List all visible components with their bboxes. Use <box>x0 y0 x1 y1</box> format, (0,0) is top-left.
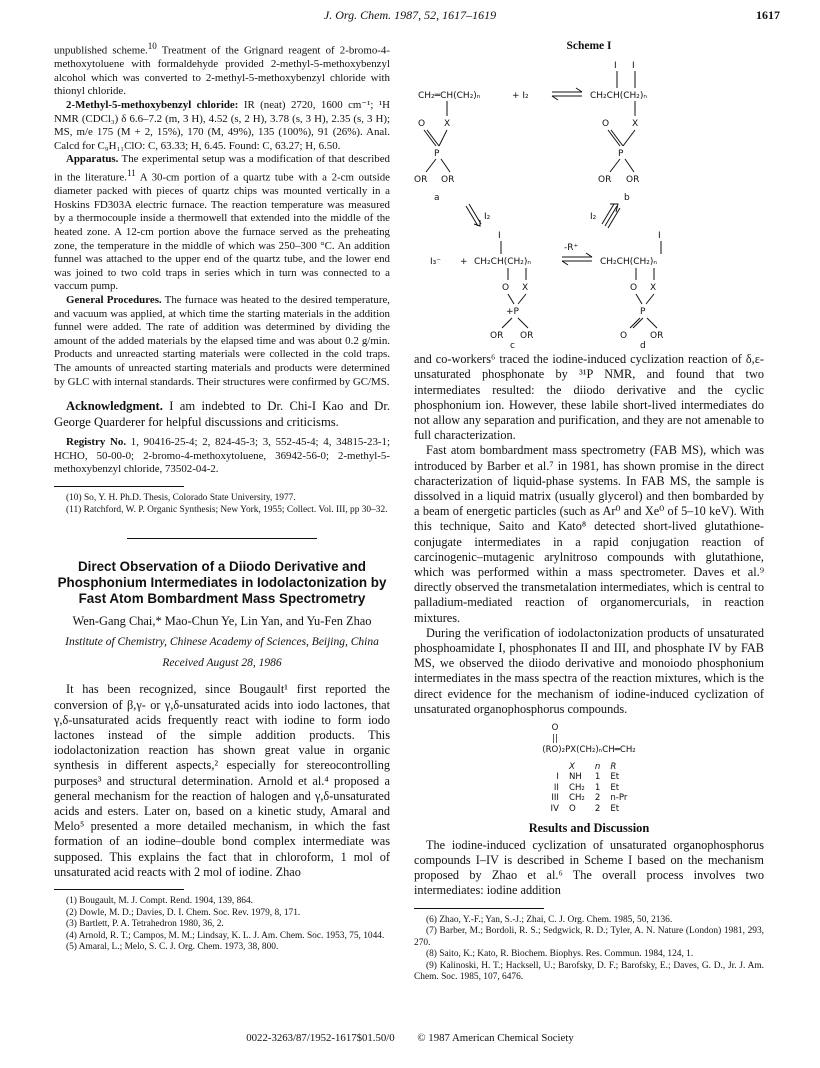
mid-left-formula: CH₂CH(CH₂)ₙ <box>474 256 531 267</box>
footnote-11: (11) Ratchford, W. P. Organic Synthesis; New York, 1955; Collect. Vol. III, pp 30–32. <box>66 504 388 515</box>
mid-right-formula: CH₂CH(CH₂)ₙ <box>600 256 657 267</box>
results-paragraph: The iodine-induced cyclization of unsaturated organophosphorus compounds I–IV is described in Scheme I based on the mechanism proposed by Zhao et al.⁶ The overall process involves two intermediates: iodine addition <box>414 837 764 898</box>
general-formula: (RO)₂PX(CH₂)ₙCH═CH₂ <box>542 745 636 756</box>
table-header <box>546 762 564 772</box>
table-cell: Et <box>610 772 620 783</box>
table-cell: 2 <box>594 793 601 804</box>
right-paragraph-2: Fast atom bombardment mass spectrometry (FAB MS), which was introduced by Barber et al.⁷ in 1981, has shown promise in the direct characterization of liquid-phase systems. In FAB MS, the sample is dissolved in a liquid matrix (usually glycerol) and then bombarded by a beam of energetic particles (such as Ar⁰ and Xe⁰ of 5–10 keV). With this technique, Saito and Kato⁸ detected short-lived glutathione-conjugate intermediates in a rapid conjugation reaction of carcinogenic–mutagenic arylnitroso compounds with glutathione, which was performed within a mass spectrometer. Daves et al.⁹ directly observed the transmetalation intermediates, which is central to palladium-mediated reaction of organomercurials, in reaction mixtures. <box>414 443 764 625</box>
table-cell: 1 <box>594 782 601 793</box>
table-cell: II <box>553 782 559 793</box>
registry-numbers: Registry No. 1, 90416-25-4; 2, 824-45-3; 3, 552-45-4; 4, 34815-23-1; HCHO, 50-00-0; 2-bromo-4-methoxytoluene, 36942-56-0; 2-methyl-5-methoxybenzyl chloride, 73502-04-2. <box>54 436 390 476</box>
svg-text:P: P <box>618 148 624 159</box>
acknowledgment: Acknowledgment. I am indebted to Dr. Chi-I Kao and Dr. George Quarderer for helpful discussions and criticisms. <box>54 399 390 429</box>
arrow-a-to-c <box>466 204 481 226</box>
table-header: R <box>610 762 617 773</box>
svg-text:P: P <box>434 148 440 159</box>
iodine-atom: I <box>632 60 635 71</box>
footnote-rule <box>54 889 184 890</box>
minus-r-label: -R⁺ <box>564 242 579 253</box>
page-footer <box>0 1032 820 1044</box>
svg-text:I₂: I₂ <box>484 211 491 222</box>
table-row <box>546 793 633 803</box>
footnote-10: (10) So, Y. H. Ph.D. Thesis, Colorado State University, 1977. <box>66 493 296 504</box>
svg-text:O: O <box>418 118 426 129</box>
article-separator <box>127 538 317 539</box>
svg-text:OR: OR <box>490 330 504 341</box>
table-cell: O <box>568 803 576 814</box>
svg-text:O: O <box>502 282 510 293</box>
svg-text:O: O <box>620 330 628 341</box>
equilibrium-arrow-top <box>552 88 582 100</box>
double-bond: || <box>552 734 558 745</box>
table-cell: I <box>556 772 559 783</box>
right-column <box>414 40 764 984</box>
footnote: (7) Barber, M.; Bordoli, R. S.; Sedgwick, R. D.; Tyler, A. N. Nature (London) 1981, 293, 270. <box>414 926 764 948</box>
scheme-diagram <box>414 54 764 344</box>
svg-text:O: O <box>602 118 610 129</box>
label-c: c <box>510 341 515 352</box>
article-title: Direct Observation of a Diiodo Derivative and Phosphonium Intermediates in Iodolactonization by Fast Atom Bombardment Mass Spectrometry <box>57 559 387 607</box>
table-header: X <box>568 762 575 773</box>
footnote-rule <box>54 486 184 487</box>
footnotes-left <box>54 896 390 954</box>
footnote: (2) Dowle, M. D.; Davies, D. I. Chem. Soc. Rev. 1979, 8, 171. <box>66 907 301 918</box>
label-d: d <box>640 341 646 352</box>
scheme-title: Scheme I <box>566 40 612 52</box>
table-row <box>546 804 633 814</box>
table-cell: NH <box>568 772 582 783</box>
svg-text:OR: OR <box>598 174 612 185</box>
right-paragraph-3: During the verification of iodolactonization products of unsaturated phosphoamidate I, phosphonates II and III, and phosphate IV by FAB MS, we observed the diiodo derivative and monoiodo phosphonium intermediates in the mass spectra of the reaction mixtures, which is the direct evidence for the mechanism of iodine-induced cyclization of unsaturated organophosphorus compounds. <box>414 625 764 716</box>
prev-paragraph-1: unpublished scheme.$^{10}$ Treatment of the Grignard reagent of 2-bromo-4-methoxytoluene with formaldehyde provided 2-methyl-5-methoxybenzyl alcohol which was converted to 2-methyl-5-methoxybenzyl chloride with thionyl chloride. <box>54 41 390 98</box>
table-cell: 2 <box>594 803 601 814</box>
svg-text:I: I <box>658 230 661 241</box>
page-number: 1617 <box>756 8 780 22</box>
table-cell: Et <box>610 803 620 814</box>
svg-text:P: P <box>640 306 646 317</box>
svg-text:OR: OR <box>520 330 534 341</box>
svg-text:OR: OR <box>441 174 455 185</box>
footnote: (5) Amaral, L.; Melo, S. C. J. Org. Chem. 1973, 38, 800. <box>66 942 279 953</box>
table-cell: IV <box>550 803 559 814</box>
table-cell: Et <box>610 782 620 793</box>
table-cell: 1 <box>594 772 601 783</box>
arrow-b-to-d <box>602 204 620 228</box>
svg-text:+: + <box>460 256 468 267</box>
footnote: (9) Kalinoski, H. T.; Hacksell, U.; Barofsky, D. F.; Barofsky, E.; Daves, G. D., Jr. J. Am. Chem. Soc. 1985, 107, 6476. <box>414 960 764 983</box>
prev-paragraph-2: 2-Methyl-5-methoxybenzyl chloride: IR (neat) 2720, 1600 cm⁻¹; ¹H NMR (CDCl₃) δ 6.6–7.2 (m, 3 H), 4.52 (s, 2 H), 3.78 (s, 3 H), 2.35 (s, 3 H); MS, m/e 175 (M + 2, 15%), 170 (M, 49%), 135 (100%), 91 (26%). Anal. Calcd for C₉H₁₁ClO: C, 63.33; H, 6.45. Found: C, 63.27; H, 6.50. <box>54 99 390 152</box>
svg-text:X: X <box>444 118 451 129</box>
oxygen-atom: O <box>551 723 559 734</box>
article-code: 0022-3263/87/1952-1617$01.50/0 <box>246 1032 395 1044</box>
article-authors: Wen-Gang Chai,* Mao-Chun Ye, Lin Yan, and Yu-Fen Zhao <box>72 614 372 629</box>
footnote: (8) Saito, K.; Kato, R. Biochem. Biophys. Res. Commun. 1984, 124, 1. <box>426 949 694 960</box>
svg-text:X: X <box>522 282 529 293</box>
intro-paragraph: It has been recognized, since Bougault¹ first reported the conversion of β,γ- or γ,δ-unsaturated acids into iodo lactones, that γ,δ-unsaturated acids frequently react with iodine to form iodo lactones instead of the simple addition products. This iodolactonization reaction has shown great value in organic synthesis in different aspects,² especially for stereocontrolling purposes³ and structural determination. Arnold et al.⁴ proposed a general mechanism for the reaction of halogen and γ,δ-unsaturated acids and esters. Later on, based on a kinetic study, Amaral and Melo⁵ presented a more detailed mechanism, in which the fast formation of an iodine–double bond complex intermediate was supposed. This explains the fact that in chloroform, 1 mol of unsaturated acid reacts with 2 mol of iodine. Zhao <box>54 682 390 879</box>
equilibrium-arrow-mid <box>562 253 592 265</box>
table-row <box>546 783 633 793</box>
plus-iodine: + I₂ <box>512 90 529 101</box>
svg-text:OR: OR <box>414 174 428 185</box>
section-title: Results and Discussion <box>528 821 650 836</box>
svg-text:O: O <box>630 282 638 293</box>
table-cell: n-Pr <box>610 793 628 804</box>
footnote: (6) Zhao, Y.-F.; Yan, S.-J.; Zhai, C. J. Org. Chem. 1985, 50, 2136. <box>426 914 673 925</box>
table-row <box>546 772 633 782</box>
svg-text:OR: OR <box>650 330 664 341</box>
label-a: a <box>434 192 440 203</box>
table-header: n <box>594 762 601 773</box>
table-cell: CH₂ <box>568 782 585 793</box>
footnotes-right <box>414 915 764 985</box>
reactant-formula: CH₂═CH(CH₂)ₙ <box>418 90 481 101</box>
right-paragraph-1: and co-workers⁶ traced the iodine-induced cyclization reaction of δ,ε-unsaturated phosphonate by ³¹P NMR, and found that two intermediates resulted: the diiodo derivative and the cyclic phosphonium ion. However, these labile short-lived intermediates do not allow any separation and purification, and they are not amenable to full characterization. <box>414 352 764 443</box>
triiodide: I₃⁻ <box>430 256 442 267</box>
svg-text:OR: OR <box>626 174 640 185</box>
received-date: Received August 28, 1986 <box>162 656 282 669</box>
footnote: (4) Arnold, R. T.; Campos, M. M.; Lindsay, K. L. J. Am. Chem. Soc. 1953, 75, 1044. <box>66 930 385 941</box>
left-column <box>54 40 390 954</box>
compound-structure <box>414 723 764 756</box>
footnote: (1) Bougault, M. J. Compt. Rend. 1904, 139, 864. <box>66 896 253 907</box>
article-institute: Institute of Chemistry, Chinese Academy of Sciences, Beijing, China <box>65 635 379 648</box>
product-b-formula: CH₂CH(CH₂)ₙ <box>590 90 647 101</box>
svg-text:X: X <box>650 282 657 293</box>
apparatus-paragraph: Apparatus. The experimental setup was a modification of that described in the literature.$^{11}$ A 30-cm portion of a quartz tube with a 2-cm outside diameter packed with pieces of quartz chips was mounted vertically in a Hoskins FD303A electric furnace. The reaction temperature was measured by a thermocouple inside a thermowell that extended into the middle of the heated zone. A 12-cm portion above the furnace served as the preheating zone, the temperature in the middle of which was 250–300 °C. An addition funnel was attached to the upper end of the quartz tube, and the lower end was joined to two cold traps in series which in turn was connected to a vaccum pump. <box>54 153 391 293</box>
svg-text:I: I <box>498 230 501 241</box>
table-cell: III <box>551 793 559 804</box>
svg-text:X: X <box>632 118 639 129</box>
running-header: J. Org. Chem. 1987, 52, 1617–1619 <box>323 8 497 22</box>
footnote: (3) Bartlett, P. A. Tetrahedron 1980, 36, 2. <box>66 919 224 930</box>
footnote-rule <box>414 908 544 909</box>
label-b: b <box>624 192 630 203</box>
iodine-atom: I <box>614 60 617 71</box>
compound-table <box>546 762 633 814</box>
table-cell: CH₂ <box>568 793 585 804</box>
procedures-paragraph: General Procedures. The furnace was heated to the desired temperature, and vacuum was applied, at which time the starting materials in the addition funnel were added. The rate of addition was determined by dividing the amount of the added materials by the elapsed time and was about 0.2 g/min. Products and unreacted starting materials were collected in the cold traps. The amounts of unreacted starting materials and products were determined by GLC with internal standards. Their structures were confirmed by GC/MS. <box>54 293 390 388</box>
svg-text:+P: +P <box>506 306 519 317</box>
svg-text:I₂: I₂ <box>590 211 597 222</box>
copyright: © 1987 American Chemical Society <box>417 1032 574 1044</box>
